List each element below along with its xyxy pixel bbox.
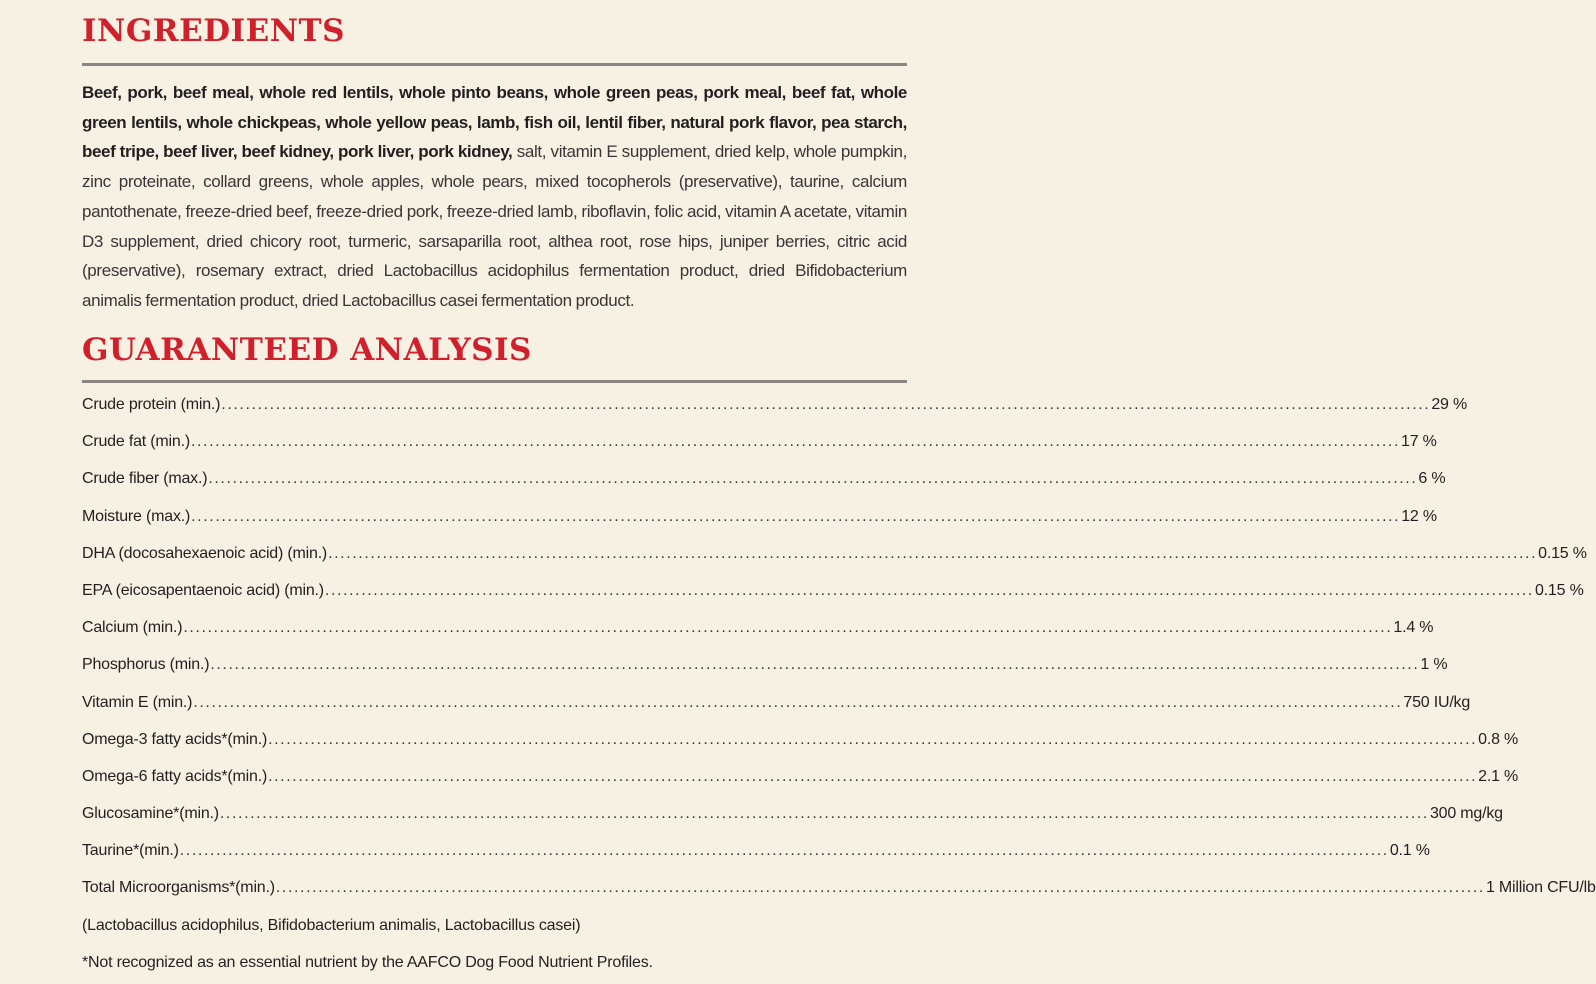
- nutrient-value: 6 %: [1418, 470, 1446, 488]
- dot-leader: ........................................................................................................................................................................................................: [190, 433, 1401, 451]
- ingredients-divider: [82, 63, 907, 66]
- analysis-row: [82, 646, 1448, 683]
- dot-leader: ........................................................................................................................................................................................................: [183, 619, 1393, 637]
- nutrient-value: 0.15 %: [1534, 581, 1584, 599]
- nutrient-label: Crude protein (min.): [82, 396, 221, 413]
- guaranteed-analysis-heading: GUARANTEED ANALYSIS: [82, 332, 532, 368]
- nutrient-label: Omega-6 fatty acids*(min.): [82, 767, 268, 785]
- ingredients-secondary-text: salt, vitamin E supplement, dried kelp, whole pumpkin, zinc proteinate, collard greens, whole apples, whole pears, mixed tocopherols (preservative), taurine, calcium pantothenate, freeze-dried beef, freeze-dried pork, freeze-dried lamb, riboflavin, folic acid, vitamin A acetate, vitamin D3 supplement, dried chicory root, turmeric, sarsaparilla root, althea root, rose hips, juniper berries, citric acid (preservative), rosemary extract, dried Lactobacillus acidophilus fermentation product, dried Bifidobacterium animalis fermentation product, dried Lactobacillus casei fermentation product.: [82, 142, 908, 310]
- nutrient-value: 300 mg/kg: [1429, 805, 1503, 823]
- dot-leader: ........................................................................................................................................................................................................: [210, 656, 1420, 674]
- nutrient-label: Vitamin E (min.): [82, 693, 193, 711]
- analysis-row: [82, 460, 1446, 497]
- nutrient-value: 29 %: [1431, 396, 1468, 413]
- nutrient-label: EPA (eicosapentaenoic acid) (min.): [82, 581, 324, 599]
- analysis-divider: [82, 380, 907, 383]
- nutrient-label: Total Microorganisms*(min.): [82, 879, 275, 897]
- analysis-row: [82, 721, 1519, 758]
- ingredients-list: [82, 78, 907, 316]
- analysis-row: [82, 609, 1434, 646]
- nutrient-value: 12 %: [1401, 507, 1437, 525]
- nutrient-value: 1 %: [1420, 656, 1448, 674]
- analysis-row: [82, 684, 1471, 721]
- nutrient-value: 1 Million CFU/lb: [1485, 879, 1596, 897]
- dot-leader: ........................................................................................................................................................................................................: [179, 842, 1389, 860]
- dot-leader: ........................................................................................................................................................................................................: [328, 544, 1538, 562]
- nutrient-label: Calcium (min.): [82, 619, 183, 637]
- analysis-row: [82, 869, 1596, 906]
- nutrient-value: 17 %: [1401, 433, 1437, 451]
- analysis-row: [82, 758, 1519, 795]
- nutrient-value: 0.8 %: [1478, 730, 1519, 748]
- nutrient-value: 0.1 %: [1389, 842, 1430, 860]
- analysis-row: [82, 572, 1584, 609]
- analysis-row: [82, 535, 1587, 572]
- ingredients-primary-text: Beef, pork, beef meal, whole red lentils, whole pinto beans, whole green peas, pork meal, beef fat, whole green lentils, whole chickpeas, whole yellow peas, lamb, fish oil, lentil fiber, natural pork flavor, pea starch, beef tripe, beef liver, beef kidney, pork liver, pork kidney,: [82, 83, 907, 162]
- dot-leader: ........................................................................................................................................................................................................: [268, 767, 1478, 785]
- ingredients-heading: INGREDIENTS: [82, 13, 346, 49]
- dot-leader: ........................................................................................................................................................................................................: [191, 507, 1401, 525]
- aafco-footnote: *Not recognized as an essential nutrient by the AAFCO Dog Food Nutrient Profiles.: [82, 953, 653, 971]
- nutrient-label: Phosphorus (min.): [82, 656, 210, 674]
- microorganisms-note: (Lactobacillus acidophilus, Bifidobacterium animalis, Lactobacillus casei): [82, 916, 581, 934]
- nutrient-label: Crude fiber (max.): [82, 470, 208, 488]
- analysis-row: [82, 386, 1468, 423]
- analysis-row: [82, 498, 1437, 535]
- guaranteed-analysis-table: [82, 386, 1596, 981]
- dot-leader: ........................................................................................................................................................................................................: [219, 805, 1429, 823]
- nutrient-label: Crude fat (min.): [82, 433, 190, 451]
- nutrient-label: Moisture (max.): [82, 507, 191, 525]
- dot-leader: ........................................................................................................................................................................................................: [193, 693, 1403, 711]
- nutrient-label: Taurine*(min.): [82, 842, 179, 860]
- analysis-row: [82, 832, 1430, 869]
- analysis-row: [82, 795, 1503, 832]
- dot-leader: ........................................................................................................................................................................................................: [324, 581, 1534, 599]
- dot-leader: ........................................................................................................................................................................................................: [275, 879, 1485, 897]
- nutrient-value: 0.15 %: [1538, 544, 1587, 562]
- nutrient-label: Glucosamine*(min.): [82, 805, 219, 823]
- nutrient-value: 2.1 %: [1478, 767, 1519, 785]
- nutrient-value: 1.4 %: [1393, 619, 1434, 637]
- nutrient-label: Omega-3 fatty acids*(min.): [82, 730, 268, 748]
- dot-leader: ........................................................................................................................................................................................................: [208, 470, 1418, 488]
- dot-leader: ........................................................................................................................................................................................................: [221, 396, 1431, 413]
- analysis-row: [82, 423, 1437, 460]
- nutrient-value: 750 IU/kg: [1403, 693, 1471, 711]
- nutrient-label: DHA (docosahexaenoic acid) (min.): [82, 544, 328, 562]
- dot-leader: ........................................................................................................................................................................................................: [268, 730, 1478, 748]
